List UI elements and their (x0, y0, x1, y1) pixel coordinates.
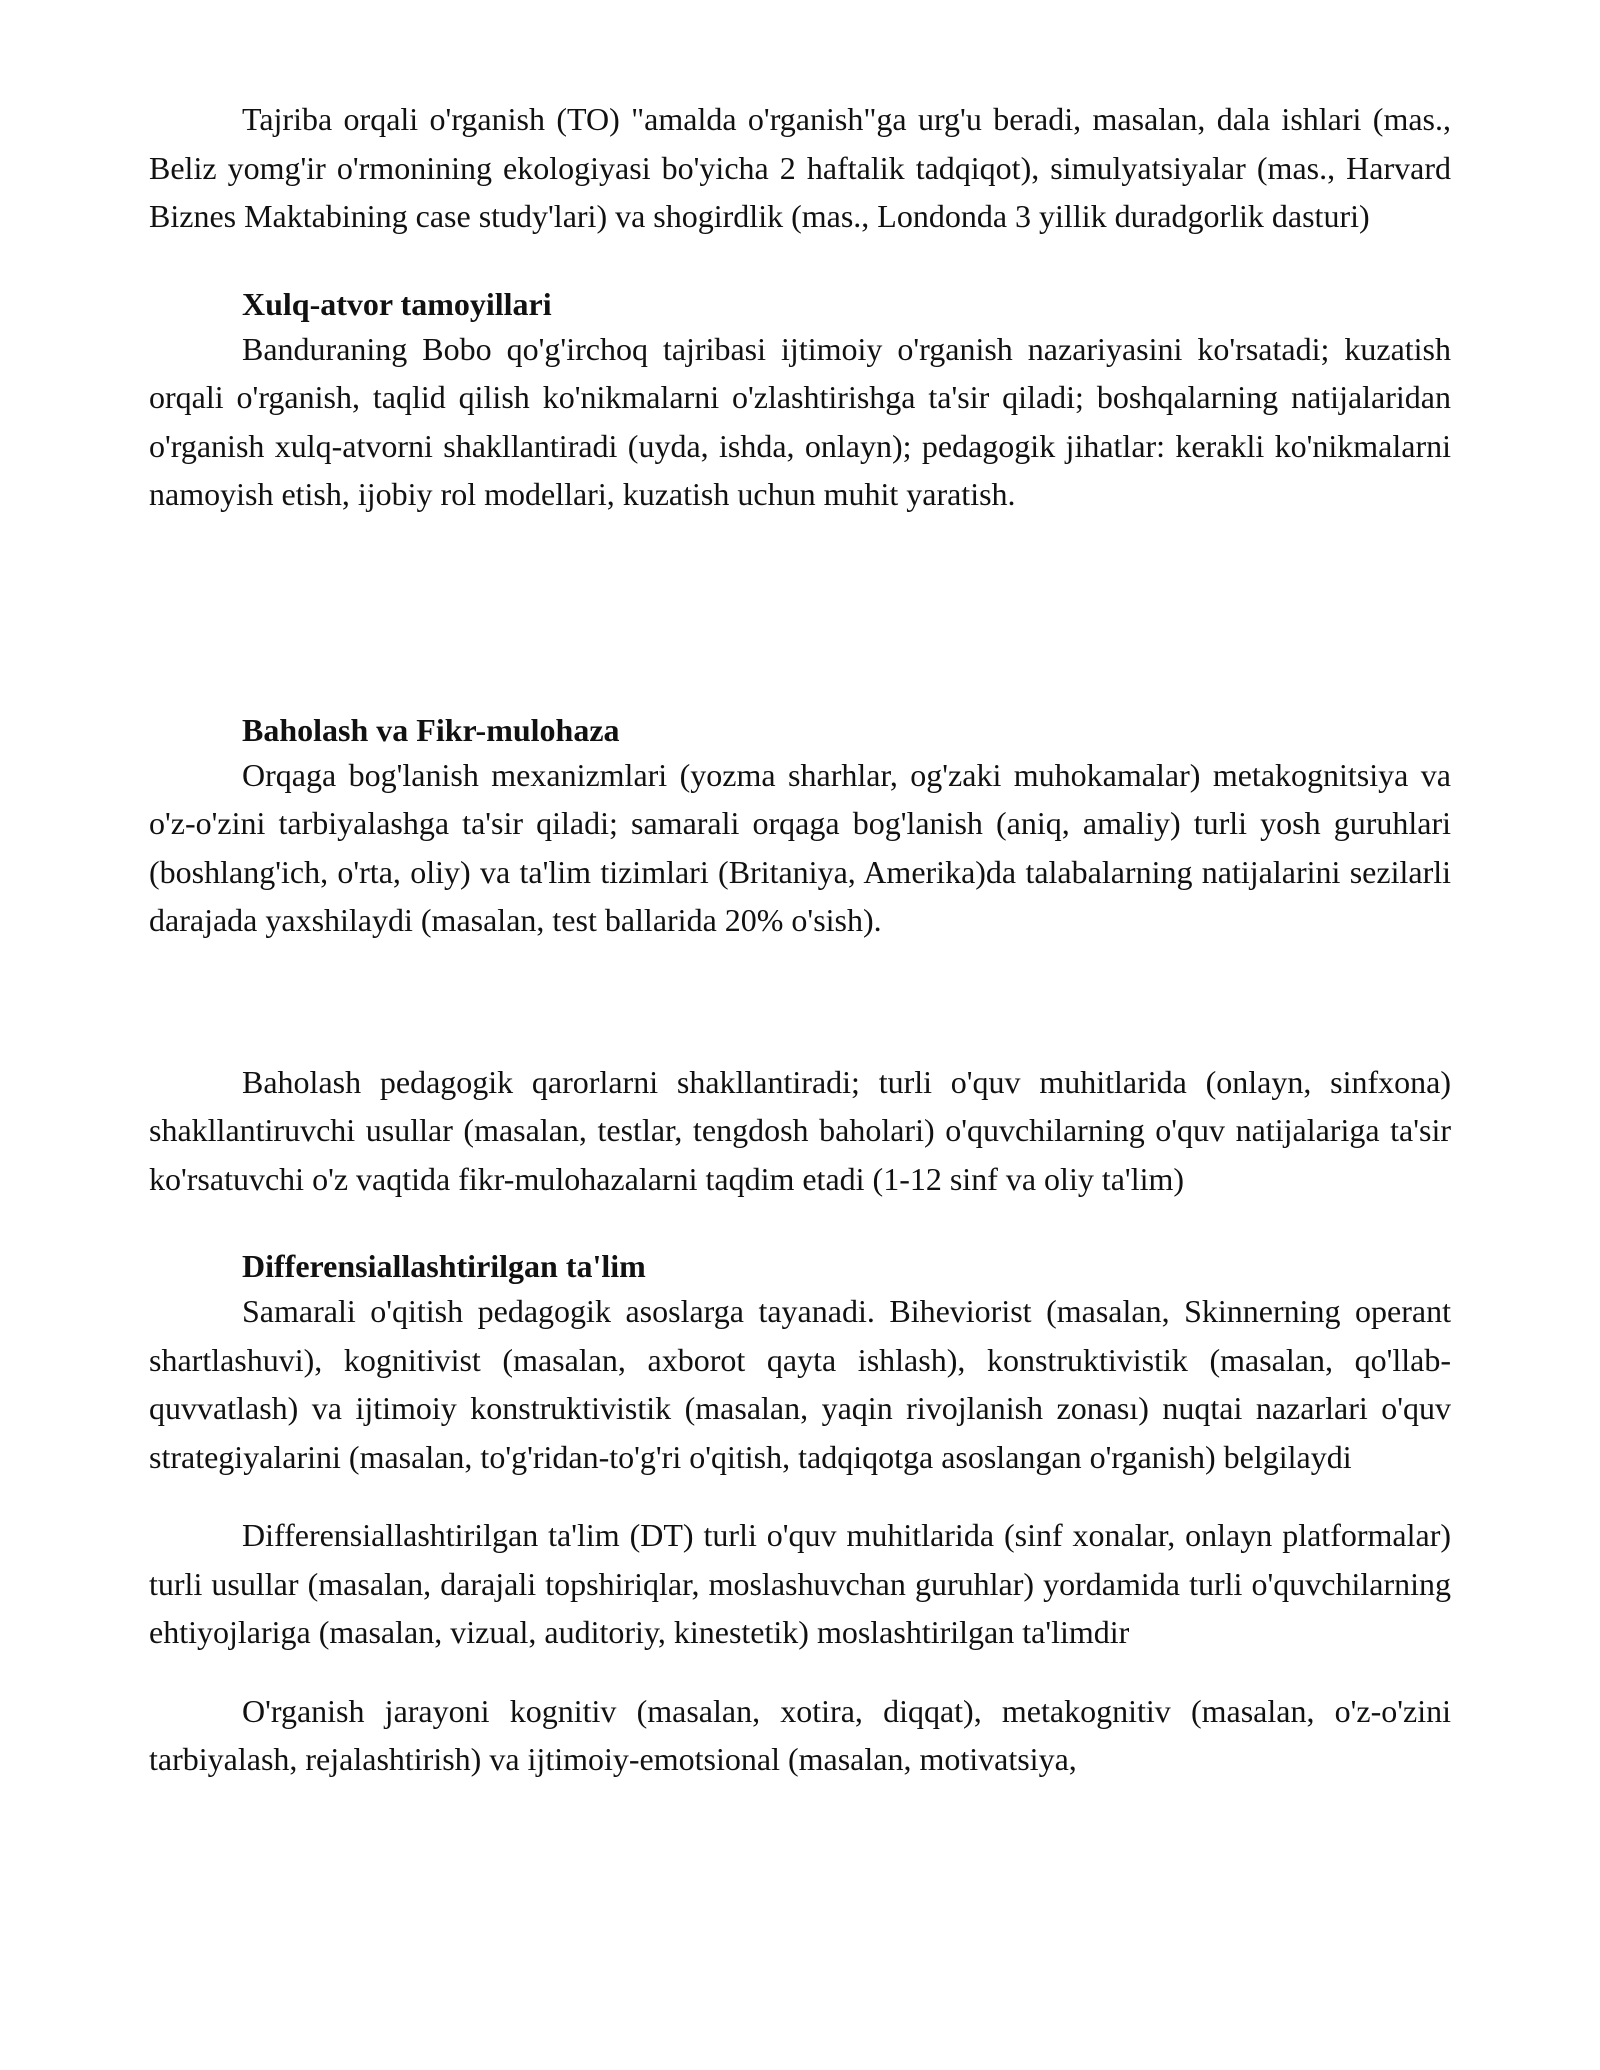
paragraph-formative-assessment: Baholash pedagogik qarorlarni shakllantiradi; turli o'quv muhitlarida (onlayn, sinfxona) shakllantiruvchi usullar (masalan, testlar, tengdosh baholari) o'quvchilarning o'quv natijalariga ta'sir ko'rsatuvchi o'z vaqtida fikr-mulohazalarni taqdim etadi (1-12 sinf va oliy ta'lim) (149, 1063, 1451, 1197)
paragraph-bandura-experiment: Banduraning Bobo qo'g'irchoq tajribasi ijtimoiy o'rganish nazariyasini ko'rsatadi; kuzatish orqali o'rganish, taqlid qilish ko'nikmalarni o'zlashtirishga ta'sir qiladi; boshqalarning natijalaridan o'rganish xulq-atvorni shakllantiradi (uyda, ishda, onlayn); pedagogik jihatlar: kerakli ko'nikmalarni namoyish etish, ijobiy rol modellari, kuzatish uchun muhit yaratish. (149, 330, 1451, 512)
heading-assessment-feedback: Baholash va Fikr-mulohaza (242, 711, 620, 748)
heading-differentiated-instruction: Differensiallashtirilgan ta'lim (242, 1248, 646, 1284)
paragraph-differentiated-instruction: Differensiallashtirilgan ta'lim (DT) turli o'quv muhitlarida (sinf xonalar, onlayn platformalar) turli usullar (masalan, darajali topshiriqlar, moslashuvchan guruhlar) yordamida turli o'quvchilarning ehtiyojlariga (masalan, vizual, auditoriy, kinestetik) moslashtirilgan ta'limdir (149, 1517, 1451, 1650)
paragraph-experiential-learning: Tajriba orqali o'rganish (TO) "amalda o'rganish"ga urg'u beradi, masalan, dala ishlari (mas., Beliz yomg'ir o'rmonining ekologiyasi bo'yicha 2 haftalik tadqiqot), simulyatsiyalar (mas., Harvard Biznes Maktabining case study'lari) va shogirdlik (mas., Londonda 3 yillik duradgorlik dasturi) (149, 101, 1451, 234)
paragraph-learning-process: O'rganish jarayoni kognitiv (masalan, xotira, diqqat), metakognitiv (masalan, o'z-o'zini tarbiyalash, rejalashtirish) va ijtimoiy-emotsional (masalan, motivatsiya, (149, 1692, 1451, 1777)
paragraph-pedagogical-foundations: Samarali o'qitish pedagogik asoslarga tayanadi. Biheviorist (masalan, Skinnerning operant shartlashuvi), kognitivist (masalan, axborot qayta ishlash), konstruktivistik (masalan, qo'llab-quvvatlash) va ijtimoiy konstruktivistik (masalan, yaqin rivojlanish zonası) nuqtai nazarlari o'quv strategiyalarini (masalan, to'g'ridan-to'g'ri o'qitish, tadqiqotga asoslangan o'rganish) belgilaydi (149, 1293, 1451, 1475)
heading-behavioral-principles: Xulq-atvor tamoyillari (242, 285, 552, 322)
document-page (149, 95, 1451, 1784)
paragraph-feedback-mechanisms: Orqaga bog'lanish mexanizmlari (yozma sharhlar, og'zaki muhokamalar) metakognitsiya va o'z-o'zini tarbiyalashga ta'sir qiladi; samarali orqaga bog'lanish (aniq, amaliy) turli yosh guruhlari (boshlang'ich, o'rta, oliy) va ta'lim tizimlari (Britaniya, Amerika)da talabalarning natijalarini sezilarli darajada yaxshilaydi (masalan, test ballarida 20% o'sish). (149, 756, 1451, 938)
